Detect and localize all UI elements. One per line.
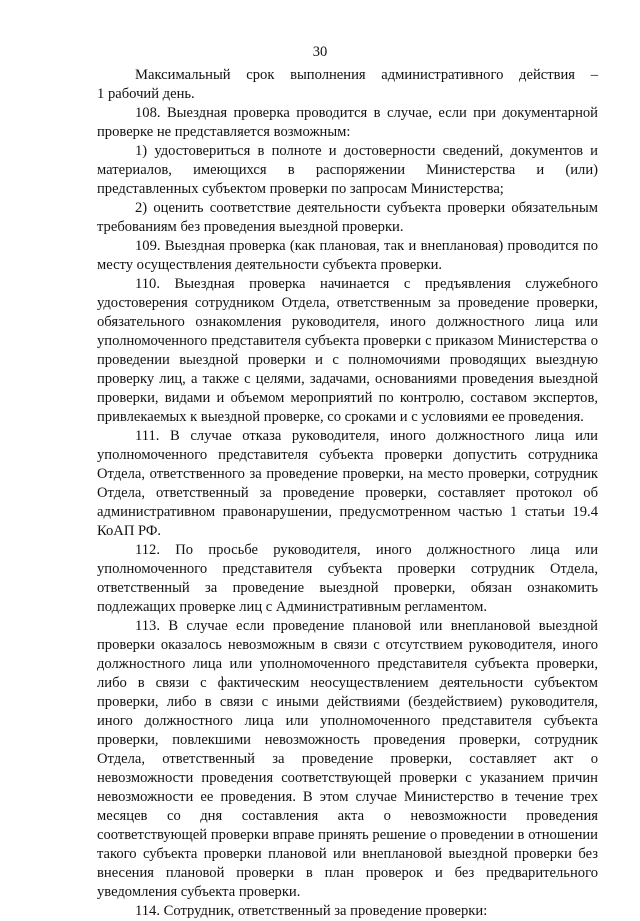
paragraph-110: 110. Выездная проверка начинается с предъявления служебного удостоверения сотрудником Отдела, ответственным за проведение проверки, обязательного ознакомления руководителя, иного должностного лица или уполномоченного представителя субъекта проверки с приказом Министерства о проведении выездной проверки и с полномочиями проводящих выездную проверку лиц, а также с целями, задачами, основаниями проведения выездной проверки, видами и объемом мероприятий по контролю, составом экспертов, привлекаемых к выездной проверке, со сроками и с условиями ее проведения. (97, 276, 598, 425)
paragraph-108: 108. Выездная проверка проводится в случае, если при документарной проверке не представляется возможным: (97, 105, 598, 140)
paragraph-112: 112. По просьбе руководителя, иного должностного лица или уполномоченного представителя субъекта проверки сотрудник Отдела, ответственный за проведение выездной проверки, обязан ознакомить подлежащих проверке лиц с Административным регламентом. (97, 542, 598, 615)
paragraph-108-item-1: 1) удостовериться в полноте и достоверности сведений, документов и материалов, имеющихся в распоряжении Министерства и (или) представленных субъектом проверки по запросам Министерства; (97, 143, 598, 197)
paragraph-109: 109. Выездная проверка (как плановая, так и внеплановая) проводится по месту осуществления деятельности субъекта проверки. (97, 238, 598, 273)
paragraph-108-item-2: 2) оценить соответствие деятельности субъекта проверки обязательным требованиям без проведения выездной проверки. (97, 200, 598, 235)
paragraph-111: 111. В случае отказа руководителя, иного должностного лица или уполномоченного представителя субъекта проверки допустить сотрудника Отдела, ответственного за проведение проверки, на место проверки, сотрудник Отдела, ответственный за проведение проверки, составляет протокол об административном правонарушении, предусмотренном частью 1 статьи 19.4 КоАП РФ. (97, 428, 598, 539)
paragraph-max-term-value: 1 рабочий день. (97, 86, 195, 102)
paragraph-114: 114. Сотрудник, ответственный за проведение проверки: (135, 903, 488, 919)
paragraph-113: 113. В случае если проведение плановой или внеплановой выездной проверки оказалось невозможным в связи с отсутствием руководителя, иного должностного лица или уполномоченного представителя субъекта проверки, либо в связи с фактическим неосуществлением деятельности субъектом проверки, либо в связи с иными действиями (бездействием) руководителя, иного должностного лица или уполномоченного представителя субъекта проверки, повлекшими невозможность проведения проверки, сотрудник Отдела, ответственный за проведение проверки, составляет акт о невозможности проведения соответствующей проверки с указанием причин невозможности ее проведения. В этом случае Министерство в течение трех месяцев со дня составления акта о невозможности проведения соответствующей проверки вправе принять решение о проведении в отношении такого субъекта проверки плановой или внеплановой выездной проверки без внесения плановой проверки в план проверок и без предварительного уведомления субъекта проверки. (97, 618, 598, 900)
page-number: 30 (312, 44, 328, 60)
paragraph-max-term: Максимальный срок выполнения административного действия – (135, 67, 598, 83)
document-body (97, 66, 598, 921)
